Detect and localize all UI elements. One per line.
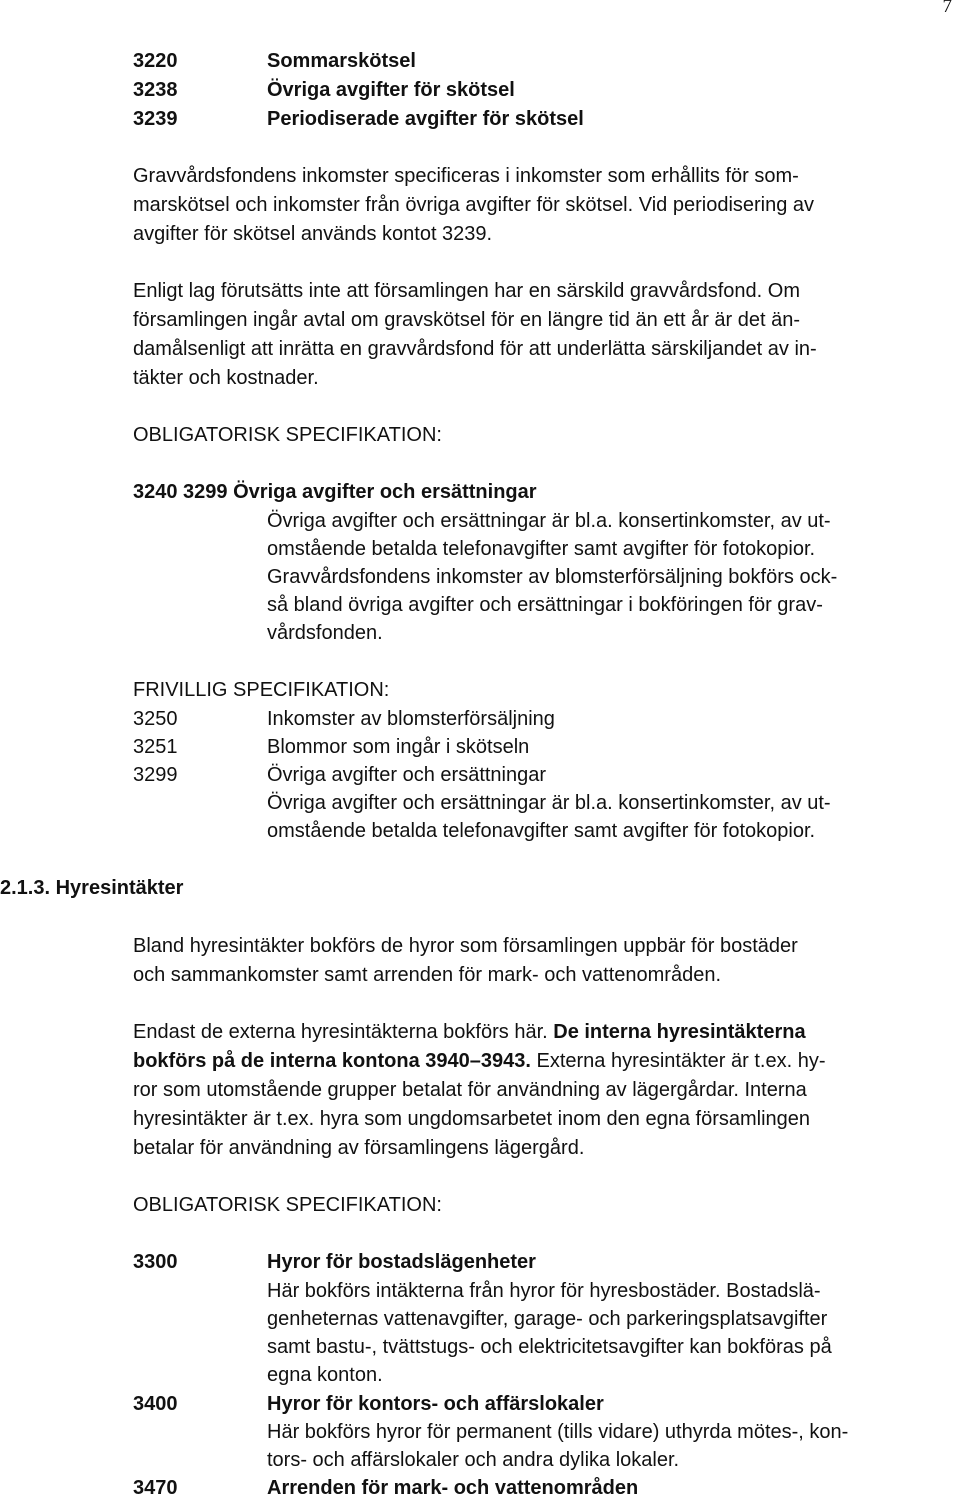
account-code: 3299 — [133, 764, 178, 786]
paragraph-emphasis: De interna hyresintäkterna — [553, 1021, 806, 1043]
desc-line: vårdsfonden. — [267, 622, 383, 644]
paragraph-emphasis: bokförs på de interna kontona 3940–3943. — [133, 1050, 531, 1072]
account-title: Hyror för bostadslägenheter — [267, 1251, 536, 1273]
paragraph-line: täkter och kostnader. — [133, 367, 319, 389]
desc-line: genheternas vattenavgifter, garage- och parkeringsplatsavgifter — [267, 1308, 828, 1330]
paragraph-line: hyresintäkter är t.ex. hyra som ungdomsarbetet inom den egna församlingen — [133, 1108, 811, 1130]
account-code: 3400 — [133, 1393, 178, 1415]
desc-line: Gravvårdsfondens inkomster av blomsterförsäljning bokförs ock- — [267, 566, 838, 588]
desc-line: Här bokförs hyror för permanent (tills vidare) uthyrda mötes-, kon- — [267, 1421, 849, 1443]
paragraph-line: damålsenligt att inrätta en gravvårdsfond för att underlätta särskiljandet av in- — [133, 338, 817, 360]
paragraph-line: Bland hyresintäkter bokförs de hyror som församlingen uppbär för bostäder — [133, 935, 798, 957]
account-title: Arrenden för mark- och vattenområden — [267, 1477, 639, 1499]
paragraph-line: avgifter för skötsel används kontot 3239. — [133, 223, 493, 245]
account-title: Blommor som ingår i skötseln — [267, 736, 530, 758]
paragraph-line: marskötsel och inkomster från övriga avgifter för skötsel. Vid periodisering av — [133, 194, 815, 216]
account-code: 3220 — [133, 50, 178, 72]
desc-line: samt bastu-, tvättstugs- och elektricitetsavgifter kan bokföras på — [267, 1336, 832, 1358]
account-title: Inkomster av blomsterförsäljning — [267, 708, 555, 730]
section-heading: 2.1.3. Hyresintäkter — [0, 877, 184, 899]
paragraph-line: församlingen ingår avtal om gravskötsel för en längre tid än ett år är det än- — [133, 309, 801, 331]
desc-line: Övriga avgifter och ersättningar är bl.a. konsertinkomster, av ut- — [267, 792, 831, 814]
account-code: 3239 — [133, 108, 178, 130]
spec-heading: FRIVILLIG SPECIFIKATION: — [133, 679, 390, 701]
desc-line: Här bokförs intäkterna från hyror för hyresbostäder. Bostadslä- — [267, 1280, 821, 1302]
account-code: 3250 — [133, 708, 178, 730]
page-number: 7 — [942, 0, 952, 17]
account-title: Övriga avgifter för skötsel — [267, 79, 515, 101]
paragraph-line: ror som utomstående grupper betalat för användning av lägergårdar. Interna — [133, 1079, 807, 1101]
range-account-code: 3240 3299 — [133, 481, 228, 503]
account-code: 3238 — [133, 79, 178, 101]
paragraph-text: Externa hyresintäkter är t.ex. hy- — [530, 1050, 826, 1072]
paragraph-line — [133, 1021, 806, 1044]
account-title: Övriga avgifter och ersättningar — [267, 764, 547, 786]
desc-line: omstående betalda telefonavgifter samt avgifter för fotokopior. — [267, 538, 816, 560]
range-account-label — [133, 481, 537, 504]
desc-line: tors- och affärslokaler och andra dylika lokaler. — [267, 1449, 680, 1471]
range-account-title: Övriga avgifter och ersättningar — [233, 481, 537, 503]
account-code: 3470 — [133, 1477, 178, 1499]
desc-line: omstående betalda telefonavgifter samt avgifter för fotokopior. — [267, 820, 816, 842]
account-code: 3300 — [133, 1251, 178, 1273]
desc-line: egna konton. — [267, 1364, 383, 1386]
desc-line: Övriga avgifter och ersättningar är bl.a. konsertinkomster, av ut- — [267, 510, 831, 532]
paragraph-line — [133, 1050, 825, 1073]
account-title: Hyror för kontors- och affärslokaler — [267, 1393, 604, 1415]
paragraph-line: och sammankomster samt arrenden för mark- och vattenområden. — [133, 964, 722, 986]
account-code: 3251 — [133, 736, 178, 758]
paragraph-line: Enligt lag förutsätts inte att församlingen har en särskild gravvårdsfond. Om — [133, 280, 800, 302]
spec-heading: OBLIGATORISK SPECIFIKATION: — [133, 424, 442, 446]
paragraph-line: Gravvårdsfondens inkomster specificeras i inkomster som erhållits för som- — [133, 165, 799, 187]
account-title: Sommarskötsel — [267, 50, 416, 72]
paragraph-line: betalar för användning av församlingens lägergård. — [133, 1137, 585, 1159]
desc-line: så bland övriga avgifter och ersättningar i bokföringen för grav- — [267, 594, 823, 616]
paragraph-text: Endast de externa hyresintäkterna bokförs här. — [133, 1021, 554, 1043]
spec-heading: OBLIGATORISK SPECIFIKATION: — [133, 1194, 442, 1216]
account-title: Periodiserade avgifter för skötsel — [267, 108, 584, 130]
